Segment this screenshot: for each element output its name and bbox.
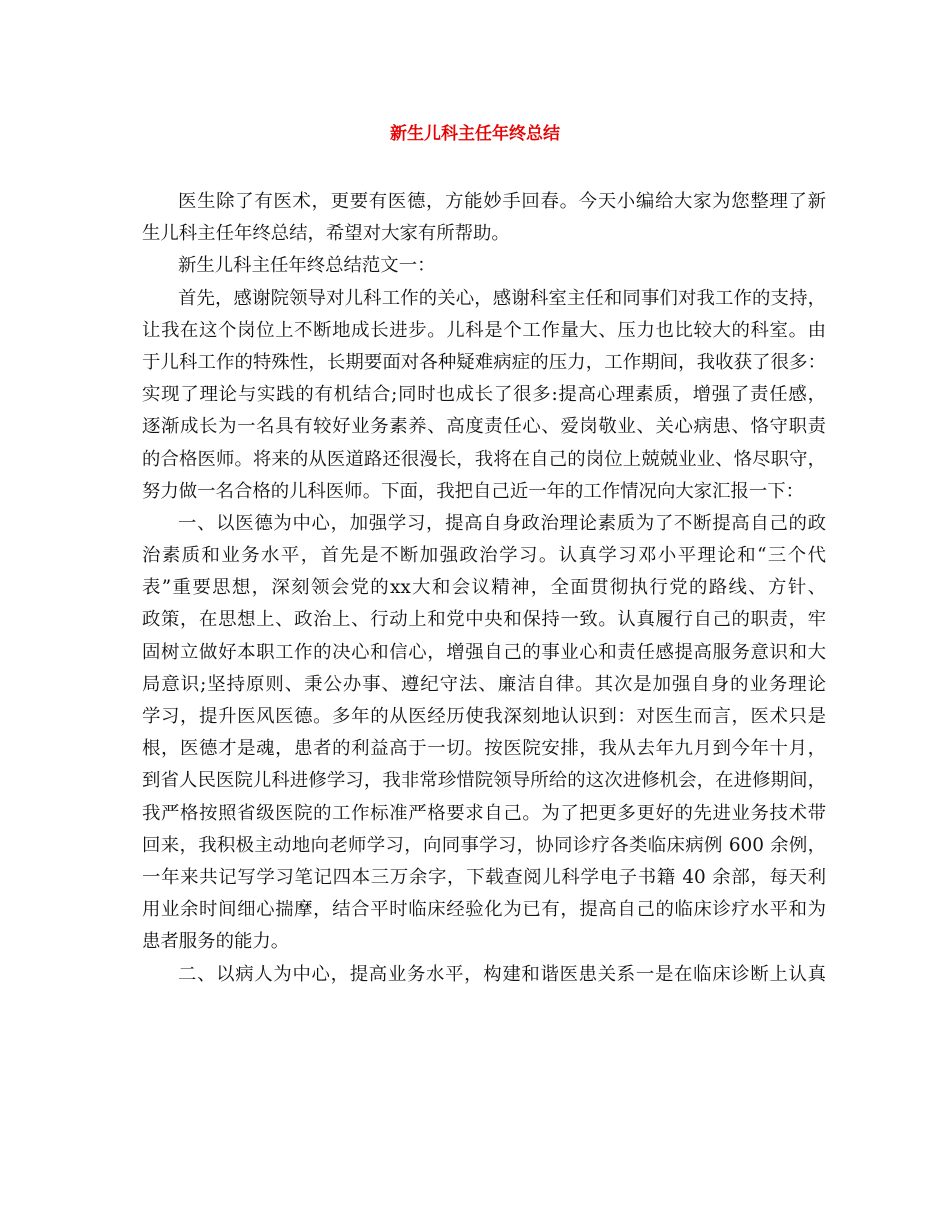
paragraph-2-line-2: 让我在这个岗位上不断地成长进步。儿科是个工作量大、压力也比较大的科室。由 [142,319,826,341]
paragraph-3-line-6: 局意识;坚持原则、秉公办事、遵纪守法、廉洁自律。其次是加强自身的业务理论 [142,673,826,695]
paragraph-2-line-5: 逐渐成长为一名具有较好业务素养、高度责任心、爱岗敬业、关心病患、恪守职责 [142,416,826,438]
section-heading-example-1: 新生儿科主任年终总结范文一： [178,255,436,277]
paragraph-3-line-10: 我严格按照省级医院的工作标准严格要求自己。为了把更多更好的先进业务技术带 [142,802,826,824]
paragraph-3-line-1: 一、以医德为中心，加强学习，提高自身政治理论素质为了不断提高自己的政 [178,512,826,534]
paragraph-3-line-9: 到省人民医院儿科进修学习，我非常珍惜院领导所给的这次进修机会，在进修期间， [142,770,826,792]
paragraph-2-line-7: 努力做一名合格的儿科医师。下面，我把自己近一年的工作情况向大家汇报一下： [142,480,805,502]
paragraph-2-line-1: 首先，感谢院领导对儿科工作的关心，感谢科室主任和同事们对我工作的支持， [178,287,826,309]
paragraph-1-line-2: 生儿科主任年终总结，希望对大家有所帮助。 [142,223,510,245]
paragraph-3-line-5: 固树立做好本职工作的决心和信心，增强自己的事业心和责任感提高服务意识和大 [142,641,826,663]
paragraph-3-line-3: 表”重要思想，深刻领会党的xx大和会议精神，全面贯彻执行党的路线、方针、 [142,577,826,599]
document-body [142,186,826,991]
paragraph-1-line-1: 医生除了有医术，更要有医德，方能妙手回春。今天小编给大家为您整理了新 [178,191,826,212]
paragraph-3-line-2: 治素质和业务水平，首先是不断加强政治学习。认真学习邓小平理论和“三个代 [142,545,826,567]
paragraph-3-line-13: 用业余时间细心揣摩，结合平时临床经验化为已有，提高自己的临床诊疗水平和为 [142,899,826,921]
paragraph-2-line-4: 实现了理论与实践的有机结合;同时也成长了很多:提高心理素质，增强了责任感， [142,384,826,406]
paragraph-3-line-8: 根，医德才是魂，患者的利益高于一切。按医院安排，我从去年九月到今年十月， [142,738,826,760]
paragraph-4-line-1: 二、以病人为中心，提高业务水平，构建和谐医患关系一是在临床诊断上认真 [178,963,826,985]
paragraph-3-line-14: 患者服务的能力。 [142,931,290,953]
paragraph-2-line-6: 的合格医师。将来的从医道路还很漫长，我将在自己的岗位上兢兢业业、恪尽职守， [142,448,826,470]
paragraph-3-line-4: 政策，在思想上、政治上、行动上和党中央和保持一致。认真履行自己的职责，牢 [142,609,826,631]
paragraph-3-line-12: 一年来共记写学习笔记四本三万余字，下载查阅儿科学电子书籍 40 余部，每天利 [142,866,826,888]
paragraph-2-line-3: 于儿科工作的特殊性，长期要面对各种疑难病症的压力，工作期间，我收获了很多： [142,351,826,373]
paragraph-3-line-11: 回来，我积极主动地向老师学习，向同事学习，协同诊疗各类临床病例 600 余例， [142,834,826,856]
document-title: 新生儿科主任年终总结 [390,124,560,144]
paragraph-3-line-7: 学习，提升医风医德。多年的从医经历使我深刻地认识到：对医生而言，医术只是 [142,706,826,727]
